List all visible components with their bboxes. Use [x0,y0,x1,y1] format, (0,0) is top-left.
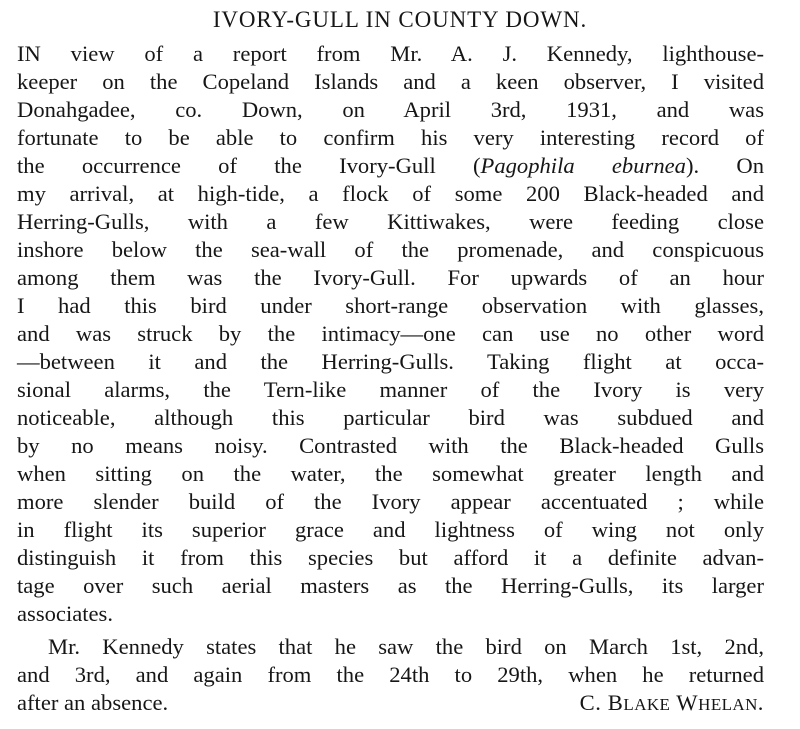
signature-end: . [757,690,764,715]
text-line-9: among them was the Ivory-Gull. For upwards of an hour [17,265,764,290]
text-line-20: tage over such aerial masters as the Herring-Gulls, its larger [17,573,764,598]
text-line-10: I had this bird under short-range observation with glasses, [17,293,764,318]
text-line-3: Donahgadee, co. Down, on April 3rd, 1931, and was [17,97,764,122]
text-line-5-b: ). On [685,153,764,178]
article-title: IVORY-GULL IN COUNTY DOWN. [212,7,588,32]
text-line-1 [17,39,764,69]
text-line-23: and 3rd, and again from the 24th to 29th, when he returned [17,662,764,687]
signature-last-rest: HELAN [698,695,758,714]
text-line-18: in flight its superior grace and lightness of wing not only [17,517,764,542]
author-signature [580,688,764,720]
text-line-21: associates. [17,601,113,626]
signature-first-initial: C. B [579,690,624,715]
text-line-12: —between it and the Herring-Gulls. Taking flight at occa- [17,349,764,374]
text-line-24-body: after an absence. [17,690,169,715]
text-line-24 [17,688,764,718]
text-line-11: and was struck by the intimacy—one can use no other word [17,321,764,346]
text-line-4: fortunate to be able to confirm his very interesting record of [17,125,764,150]
text-line-22: Mr. Kennedy states that he saw the bird on March 1st, 2nd, [48,634,764,659]
text-line-17: more slender build of the Ivory appear accentuated ; while [17,489,764,514]
drop-cap: I [17,41,25,66]
text-line-1-body: N view of a report from Mr. A. J. Kennedy, lighthouse- [24,41,764,66]
signature-last-initial: W [676,690,699,715]
text-line-14: noticeable, although this particular bird was subdued and [17,405,764,430]
text-line-13: sional alarms, the Tern-like manner of the Ivory is very [17,377,764,402]
text-line-5-a: the occurrence of the Ivory-Gull ( [17,153,481,178]
species-name: Pagophila eburnea [480,153,686,178]
text-line-19: distinguish it from this species but afford it a definite advan- [17,545,764,570]
text-line-5 [17,151,764,181]
text-line-16: when sitting on the water, the somewhat greater length and [17,461,764,486]
signature-first-rest: LAKE [623,695,671,714]
text-line-8: inshore below the sea-wall of the promenade, and conspicuous [17,237,764,262]
text-line-7: Herring-Gulls, with a few Kittiwakes, were feeding close [17,209,764,234]
text-line-2: keeper on the Copeland Islands and a keen observer, I visited [17,69,764,94]
text-line-6: my arrival, at high-tide, a flock of some 200 Black-headed and [17,181,764,206]
text-line-15: by no means noisy. Contrasted with the Black-headed Gulls [17,433,764,458]
